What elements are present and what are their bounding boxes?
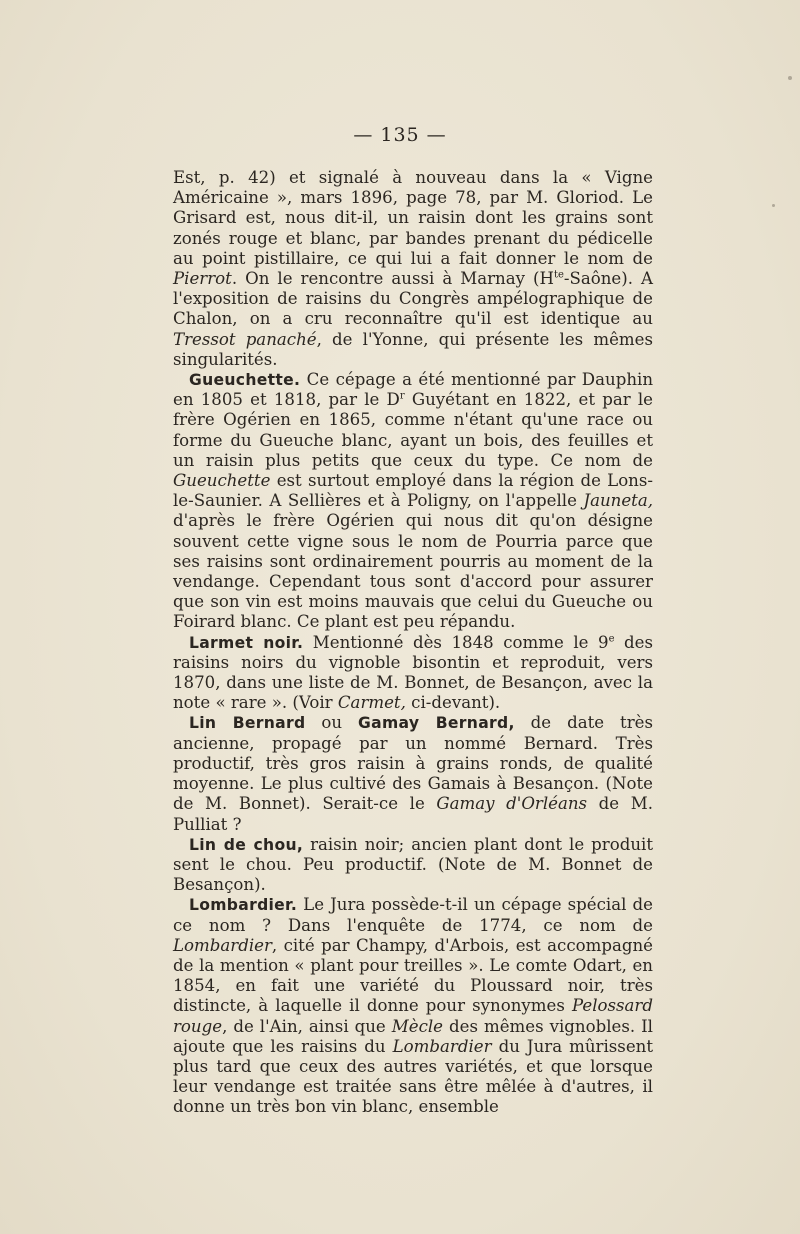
page-number: — 135 — xyxy=(353,124,447,146)
headword: Lombardier. xyxy=(189,896,298,915)
paper-speck xyxy=(772,204,775,207)
entry-larmet-noir: Larmet noir. Mentionné dès 1848 comme le 9e des raisins noirs du vignoble bisontin et reproduit, vers 1870, dans une liste de M. Bonnet, de Besançon, avec la note « rare ». (Voir Carmet, ci-devant). xyxy=(173,632,653,713)
paragraph-intro: Est, p. 42) et signalé à nouveau dans la « Vigne Américaine », mars 1896, page 78, par M. Gloriod. Le Grisard est, nous dit-il, un raisin dont les grains sont zonés rouge et blanc, par bandes prenant du pédicelle au point pistillaire, ce qui lui a fait donner le nom de Pierrot. On le rencontre aussi à Marnay $(H^{te}-Saône)$. A l'exposition de raisins du Congrès ampélographique de Chalon, on a cru reconnaître qu'il est identique au Tressot panaché, de l'Yonne, qui présente les mêmes singularités. xyxy=(173,168,653,369)
entry-gueuchette: Gueuchette. Ce cépage a été mentionné par Dauphin en 1805 et 1818, par le $D^r$ Guyétant en 1822, et par le frère Ogérien en 1865, comme n'étant qu'une race ou forme du Gueuche blanc, ayant un bois, des feuilles et un raisin plus petits que ceux du type. Ce nom de Gueuchette est surtout employé dans la région de Lons-le-Saunier. A Sellières et à Poligny, on l'appelle Jauneta, d'après le frère Ogérien qui nous dit qu'on désigne souvent cette vigne sous le nom de Pourria parce que ses raisins sont ordinairement pourris au moment de la vendange. Cependant tous sont d'accord pour assurer que son vin est moins mauvais que celui du Gueuche ou Foirard blanc. Ce plant est peu répandu. xyxy=(173,370,653,632)
headword: Gueuchette. xyxy=(189,371,301,390)
body-text xyxy=(173,168,653,1118)
headword: Gamay Bernard, xyxy=(358,714,515,733)
entry-lombardier: Lombardier. Le Jura possède-t-il un cépage spécial de ce nom ? Dans l'enquête de 1774, ce nom de Lombardier, cité par Champy, d'Arbois, est accompagné de la mention « plant pour treilles ». Le comte Odart, en 1854, en fait une variété du Ploussard noir, très distincte, à laquelle il donne pour synonymes Pelossard rouge, de l'Ain, ainsi que Mècle des mêmes vignobles. Il ajoute que les raisins du Lombardier du Jura mûrissent plus tard que ceux des autres variétés, et que lorsque leur vendange est traitée sans être mêlée à d'autres, il donne un très bon vin blanc, ensemble xyxy=(173,895,653,1117)
entry-lin-bernard: Lin Bernard ou Gamay Bernard, de date très ancienne, propagé par un nommé Bernard. Très productif, très gros raisin à grains ronds, de qualité moyenne. Le plus cultivé des Gamais à Besançon. (Note de M. Bonnet). Serait-ce le Gamay d'Orléans de M. Pulliat ? xyxy=(173,713,653,834)
headword: Larmet noir. xyxy=(189,633,304,652)
headword: Lin de chou, xyxy=(189,835,304,854)
headword: Lin Bernard xyxy=(189,714,306,733)
paper-speck xyxy=(788,76,792,80)
entry-lin-de-chou: Lin de chou, raisin noir; ancien plant dont le produit sent le chou. Peu productif. (Note de M. Bonnet de Besançon). xyxy=(173,834,653,895)
